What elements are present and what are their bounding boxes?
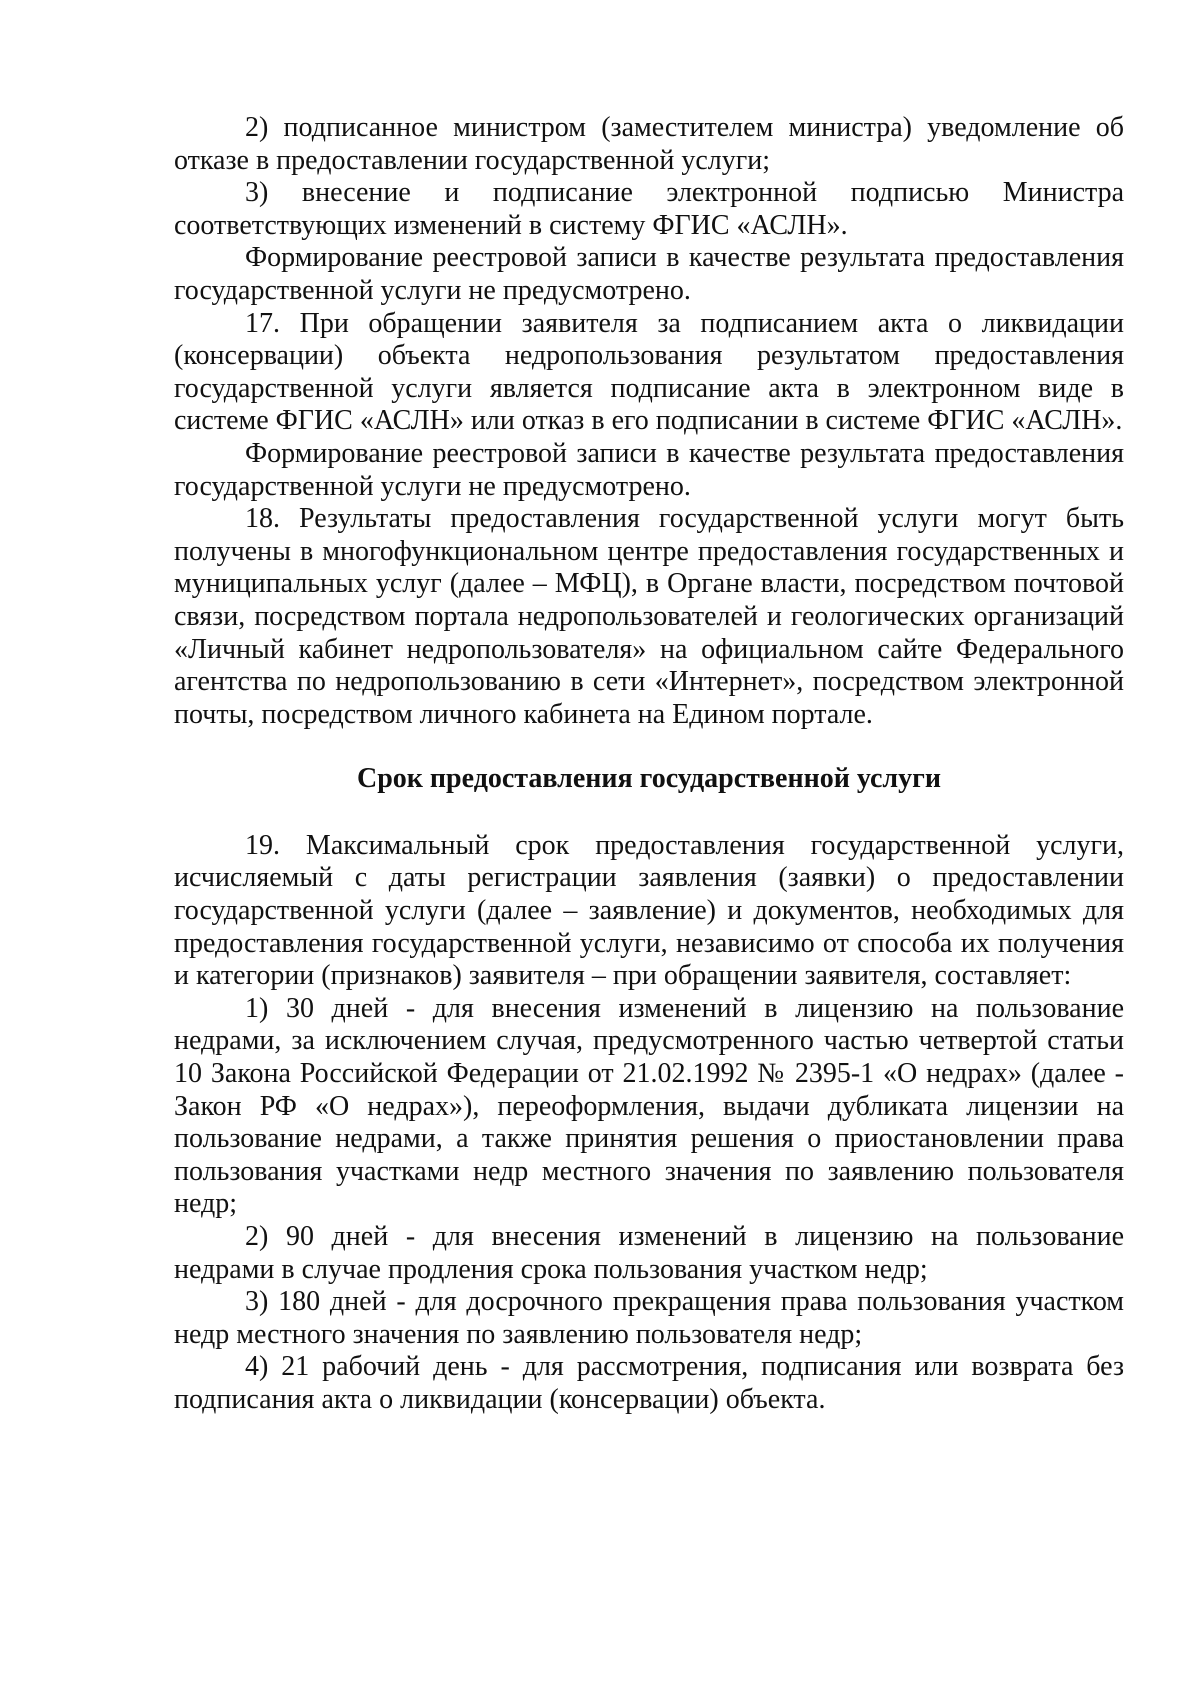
paragraph-item-2-notice: 2) подписанное министром (заместителем министра) уведомление об отказе в предоставлении государственной услуги; (174, 112, 1124, 176)
paragraph-item-3-signature: 3) внесение и подписание электронной подписью Министра соответствующих изменений в систему ФГИС «АСЛН». (174, 177, 1124, 241)
paragraph-18: 18. Результаты предоставления государственной услуги могут быть получены в многофункциональном центре предоставления государственных и муниципальных услуг (далее – МФЦ), в Органе власти, посредством почтовой связи, посредством портала недропользователей и геологических организаций «Личный кабинет недропользователя» на официальном сайте Федерального агентства по недропользованию в сети «Интернет», посредством электронной почты, посредством личного кабинета на Едином портале. (174, 503, 1124, 730)
paragraph-19: 19. Максимальный срок предоставления государственной услуги, исчисляемый с даты регистрации заявления (заявки) о предоставлении государственной услуги (далее – заявление) и документов, необходимых для предоставления государственной услуги, независимо от способа их получения и категории (признаков) заявителя – при обращении заявителя, составляет: (174, 829, 1124, 992)
paragraph-term-180-days: 3) 180 дней - для досрочного прекращения права пользования участком недр местного значения по заявлению пользователя недр; (174, 1286, 1124, 1350)
section-heading: Срок предоставления государственной услуги (357, 763, 941, 795)
paragraph-registry-note-1: Формирование реестровой записи в качестве результата предоставления государственной услуги не предусмотрено. (174, 242, 1124, 306)
paragraph-registry-note-2: Формирование реестровой записи в качестве результата предоставления государственной услуги не предусмотрено. (174, 437, 1124, 502)
document-body (174, 112, 1124, 1417)
paragraph-term-21-days: 4) 21 рабочий день - для рассмотрения, подписания или возврата без подписания акта о ликвидации (консервации) объекта. (174, 1351, 1124, 1415)
paragraph-term-30-days: 1) 30 дней - для внесения изменений в лицензию на пользование недрами, за исключением случая, предусмотренного частью четвертой статьи 10 Закона Российской Федерации от 21.02.1992 № 2395-1 «О недрах» (далее - Закон РФ «О недрах»), переоформления, выдачи дубликата лицензии на пользование недрами, а также принятия решения о приостановлении права пользования участками недр местного значения по заявлению пользователя недр; (174, 992, 1124, 1220)
paragraph-term-90-days: 2) 90 дней - для внесения изменений в лицензию на пользование недрами в случае продления срока пользования участком недр; (174, 1221, 1124, 1285)
paragraph-17: 17. При обращении заявителя за подписанием акта о ликвидации (консервации) объекта недропользования результатом предоставления государственной услуги является подписание акта в электронном виде в системе ФГИС «АСЛН» или отказ в его подписании в системе ФГИС «АСЛН». (174, 307, 1124, 437)
